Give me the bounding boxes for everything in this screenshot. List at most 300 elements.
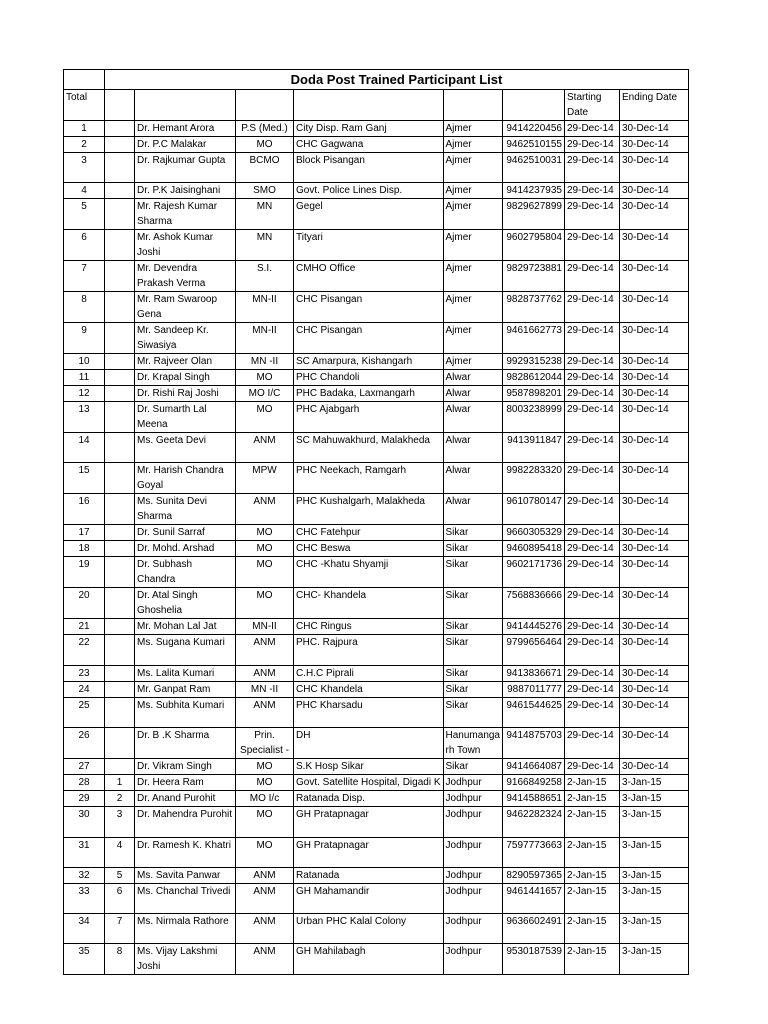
cell-end-date: 3-Jan-15 <box>620 838 689 868</box>
cell-place: CHC -Khatu Shyamji <box>294 557 444 588</box>
cell-designation: ANM <box>236 433 294 463</box>
cell-place: SC Mahuwakhurd, Malakheda <box>294 433 444 463</box>
cell-place: GH Mahamandir <box>294 884 444 914</box>
cell-phone: 9982283320 <box>503 463 565 494</box>
cell-sub <box>105 323 135 354</box>
cell-total: 15 <box>64 463 105 494</box>
cell-end-date: 30-Dec-14 <box>620 261 689 292</box>
cell-district: Jodhpur <box>443 775 502 791</box>
cell-sub <box>105 463 135 494</box>
cell-name: Ms. Sunita Devi Sharma <box>135 494 236 525</box>
cell-designation: ANM <box>236 666 294 682</box>
cell-name: Ms. Subhita Kumari <box>135 698 236 728</box>
cell-sub: 7 <box>105 914 135 944</box>
cell-designation: ANM <box>236 868 294 884</box>
table-row <box>64 494 689 525</box>
cell-name: Ms. Savita Panwar <box>135 868 236 884</box>
cell-end-date: 30-Dec-14 <box>620 199 689 230</box>
cell-end-date: 3-Jan-15 <box>620 944 689 975</box>
cell-end-date: 3-Jan-15 <box>620 868 689 884</box>
table-row <box>64 386 689 402</box>
cell-place: PHC Ajabgarh <box>294 402 444 433</box>
cell-phone: 9462510031 <box>503 153 565 183</box>
cell-designation: ANM <box>236 698 294 728</box>
table-row <box>64 402 689 433</box>
cell-place: Govt. Police Lines Disp. <box>294 183 444 199</box>
cell-name: Dr. Mohd. Arshad <box>135 541 236 557</box>
cell-start-date: 29-Dec-14 <box>565 261 620 292</box>
cell-designation: MN-II <box>236 619 294 635</box>
cell-end-date: 30-Dec-14 <box>620 402 689 433</box>
cell-total: 12 <box>64 386 105 402</box>
cell-end-date: 3-Jan-15 <box>620 884 689 914</box>
cell-start-date: 29-Dec-14 <box>565 588 620 619</box>
cell-phone: 9413836671 <box>503 666 565 682</box>
cell-start-date: 2-Jan-15 <box>565 884 620 914</box>
cell-phone: 9461441657 <box>503 884 565 914</box>
header-starting-date: Starting Date <box>565 90 620 121</box>
cell-sub: 4 <box>105 838 135 868</box>
cell-place: C.H.C Piprali <box>294 666 444 682</box>
cell-place: PHC Kharsadu <box>294 698 444 728</box>
cell-total: 5 <box>64 199 105 230</box>
cell-name: Ms. Vijay Lakshmi Joshi <box>135 944 236 975</box>
cell-place: Govt. Satellite Hospital, Digadi K <box>294 775 444 791</box>
cell-phone: 9829627899 <box>503 199 565 230</box>
cell-name: Dr. B .K Sharma <box>135 728 236 759</box>
cell-phone: 9460895418 <box>503 541 565 557</box>
cell-total: 18 <box>64 541 105 557</box>
cell-total: 26 <box>64 728 105 759</box>
cell-start-date: 2-Jan-15 <box>565 791 620 807</box>
cell-phone: 9660305329 <box>503 525 565 541</box>
cell-end-date: 30-Dec-14 <box>620 494 689 525</box>
cell-designation: ANM <box>236 944 294 975</box>
cell-start-date: 29-Dec-14 <box>565 494 620 525</box>
cell-name: Mr. Rajesh Kumar Sharma <box>135 199 236 230</box>
cell-district: Sikar <box>443 682 502 698</box>
cell-start-date: 2-Jan-15 <box>565 944 620 975</box>
cell-place: CMHO Office <box>294 261 444 292</box>
cell-district: Sikar <box>443 619 502 635</box>
cell-phone: 9414588651 <box>503 791 565 807</box>
cell-name: Mr. Ram Swaroop Gena <box>135 292 236 323</box>
cell-total: 4 <box>64 183 105 199</box>
cell-district: Ajmer <box>443 137 502 153</box>
cell-phone: 7597773663 <box>503 838 565 868</box>
cell-district: Sikar <box>443 698 502 728</box>
cell-end-date: 30-Dec-14 <box>620 433 689 463</box>
cell-end-date: 3-Jan-15 <box>620 791 689 807</box>
cell-end-date: 30-Dec-14 <box>620 728 689 759</box>
cell-designation: MO <box>236 370 294 386</box>
title-corner-cell <box>64 70 105 90</box>
cell-name: Ms. Lalita Kumari <box>135 666 236 682</box>
cell-designation: MO I/C <box>236 386 294 402</box>
cell-start-date: 29-Dec-14 <box>565 433 620 463</box>
cell-total: 27 <box>64 759 105 775</box>
table-row <box>64 868 689 884</box>
cell-phone: 9929315238 <box>503 354 565 370</box>
cell-end-date: 30-Dec-14 <box>620 121 689 137</box>
page-title: Doda Post Trained Participant List <box>105 70 689 90</box>
table-row <box>64 354 689 370</box>
cell-name: Ms. Nirmala Rathore <box>135 914 236 944</box>
cell-start-date: 29-Dec-14 <box>565 153 620 183</box>
cell-end-date: 30-Dec-14 <box>620 463 689 494</box>
cell-end-date: 3-Jan-15 <box>620 807 689 838</box>
cell-name: Mr. Mohan Lal Jat <box>135 619 236 635</box>
cell-place: S.K Hosp Sikar <box>294 759 444 775</box>
cell-designation: SMO <box>236 183 294 199</box>
table-row <box>64 261 689 292</box>
cell-designation: MN-II <box>236 323 294 354</box>
cell-district: Hanumanga rh Town <box>443 728 502 759</box>
cell-start-date: 29-Dec-14 <box>565 121 620 137</box>
table-row <box>64 153 689 183</box>
cell-start-date: 29-Dec-14 <box>565 402 620 433</box>
cell-place: CHC Fatehpur <box>294 525 444 541</box>
cell-district: Sikar <box>443 635 502 666</box>
cell-district: Alwar <box>443 494 502 525</box>
cell-district: Sikar <box>443 557 502 588</box>
header-name <box>135 90 236 121</box>
cell-total: 28 <box>64 775 105 791</box>
cell-designation: MO <box>236 838 294 868</box>
cell-start-date: 29-Dec-14 <box>565 137 620 153</box>
cell-designation: MN <box>236 230 294 261</box>
cell-district: Jodhpur <box>443 884 502 914</box>
cell-phone: 9828612044 <box>503 370 565 386</box>
cell-start-date: 2-Jan-15 <box>565 868 620 884</box>
cell-end-date: 30-Dec-14 <box>620 386 689 402</box>
cell-district: Ajmer <box>443 153 502 183</box>
cell-phone: 9887011777 <box>503 682 565 698</box>
cell-sub <box>105 230 135 261</box>
cell-total: 20 <box>64 588 105 619</box>
cell-phone: 9414237935 <box>503 183 565 199</box>
cell-district: Ajmer <box>443 183 502 199</box>
cell-sub <box>105 759 135 775</box>
table-row <box>64 541 689 557</box>
cell-name: Dr. Krapal Singh <box>135 370 236 386</box>
cell-name: Mr. Ashok Kumar Joshi <box>135 230 236 261</box>
cell-name: Mr. Rajveer Olan <box>135 354 236 370</box>
cell-total: 17 <box>64 525 105 541</box>
cell-name: Dr. Rishi Raj Joshi <box>135 386 236 402</box>
table-row <box>64 759 689 775</box>
cell-total: 13 <box>64 402 105 433</box>
header-place <box>294 90 444 121</box>
cell-place: CHC Pisangan <box>294 292 444 323</box>
cell-sub <box>105 121 135 137</box>
cell-phone: 9461544625 <box>503 698 565 728</box>
cell-phone: 9530187539 <box>503 944 565 975</box>
cell-place: GH Pratapnagar <box>294 838 444 868</box>
cell-sub: 8 <box>105 944 135 975</box>
cell-phone: 9462282324 <box>503 807 565 838</box>
cell-name: Mr. Ganpat Ram <box>135 682 236 698</box>
cell-phone: 9602171736 <box>503 557 565 588</box>
cell-designation: MO <box>236 525 294 541</box>
cell-district: Sikar <box>443 525 502 541</box>
table-row <box>64 775 689 791</box>
cell-designation: MPW <box>236 463 294 494</box>
cell-end-date: 30-Dec-14 <box>620 635 689 666</box>
cell-sub <box>105 588 135 619</box>
cell-place: Block Pisangan <box>294 153 444 183</box>
cell-phone: 8290597365 <box>503 868 565 884</box>
cell-start-date: 29-Dec-14 <box>565 463 620 494</box>
cell-total: 32 <box>64 868 105 884</box>
cell-phone: 9166849258 <box>503 775 565 791</box>
cell-designation: MO I/c <box>236 791 294 807</box>
cell-place: Urban PHC Kalal Colony <box>294 914 444 944</box>
cell-start-date: 29-Dec-14 <box>565 199 620 230</box>
table-row <box>64 433 689 463</box>
table-row <box>64 292 689 323</box>
cell-sub <box>105 183 135 199</box>
cell-designation: S.I. <box>236 261 294 292</box>
cell-sub: 3 <box>105 807 135 838</box>
cell-name: Ms. Sugana Kumari <box>135 635 236 666</box>
cell-end-date: 30-Dec-14 <box>620 698 689 728</box>
table-row <box>64 557 689 588</box>
cell-end-date: 30-Dec-14 <box>620 525 689 541</box>
cell-place: Tityari <box>294 230 444 261</box>
cell-sub <box>105 402 135 433</box>
cell-sub <box>105 199 135 230</box>
cell-total: 33 <box>64 884 105 914</box>
cell-start-date: 2-Jan-15 <box>565 914 620 944</box>
cell-sub <box>105 728 135 759</box>
cell-name: Dr. Anand Purohit <box>135 791 236 807</box>
cell-district: Jodhpur <box>443 944 502 975</box>
cell-name: Dr. Sumarth Lal Meena <box>135 402 236 433</box>
cell-start-date: 29-Dec-14 <box>565 728 620 759</box>
cell-total: 3 <box>64 153 105 183</box>
cell-end-date: 3-Jan-15 <box>620 775 689 791</box>
participant-table <box>63 69 689 975</box>
cell-total: 30 <box>64 807 105 838</box>
cell-sub <box>105 494 135 525</box>
cell-total: 9 <box>64 323 105 354</box>
cell-designation: MO <box>236 137 294 153</box>
cell-sub <box>105 354 135 370</box>
cell-district: Alwar <box>443 463 502 494</box>
cell-total: 29 <box>64 791 105 807</box>
cell-name: Ms. Chanchal Trivedi <box>135 884 236 914</box>
cell-start-date: 29-Dec-14 <box>565 541 620 557</box>
cell-end-date: 30-Dec-14 <box>620 153 689 183</box>
cell-start-date: 29-Dec-14 <box>565 292 620 323</box>
cell-name: Dr. P.C Malakar <box>135 137 236 153</box>
cell-end-date: 30-Dec-14 <box>620 370 689 386</box>
cell-designation: ANM <box>236 635 294 666</box>
cell-designation: MO <box>236 759 294 775</box>
cell-name: Dr. Atal Singh Ghoshelia <box>135 588 236 619</box>
cell-start-date: 29-Dec-14 <box>565 230 620 261</box>
cell-start-date: 29-Dec-14 <box>565 619 620 635</box>
cell-district: Jodhpur <box>443 807 502 838</box>
table-row <box>64 944 689 975</box>
cell-place: CHC Beswa <box>294 541 444 557</box>
cell-start-date: 2-Jan-15 <box>565 838 620 868</box>
cell-district: Sikar <box>443 588 502 619</box>
cell-name: Dr. Hemant Arora <box>135 121 236 137</box>
table-row <box>64 588 689 619</box>
cell-start-date: 2-Jan-15 <box>565 775 620 791</box>
cell-total: 21 <box>64 619 105 635</box>
cell-phone: 8003238999 <box>503 402 565 433</box>
cell-start-date: 29-Dec-14 <box>565 525 620 541</box>
cell-start-date: 29-Dec-14 <box>565 557 620 588</box>
table-row <box>64 791 689 807</box>
cell-phone: 7568836666 <box>503 588 565 619</box>
cell-total: 10 <box>64 354 105 370</box>
cell-sub: 2 <box>105 791 135 807</box>
cell-total: 23 <box>64 666 105 682</box>
table-row <box>64 323 689 354</box>
cell-phone: 9610780147 <box>503 494 565 525</box>
header-phone <box>503 90 565 121</box>
cell-phone: 9414875703 <box>503 728 565 759</box>
cell-total: 11 <box>64 370 105 386</box>
cell-total: 6 <box>64 230 105 261</box>
cell-name: Dr. Mahendra Purohit <box>135 807 236 838</box>
table-row <box>64 682 689 698</box>
cell-district: Ajmer <box>443 292 502 323</box>
cell-district: Alwar <box>443 386 502 402</box>
cell-place: PHC Badaka, Laxmangarh <box>294 386 444 402</box>
cell-place: CHC Gagwana <box>294 137 444 153</box>
cell-place: CHC Khandela <box>294 682 444 698</box>
cell-name: Dr. P.K Jaisinghani <box>135 183 236 199</box>
cell-start-date: 29-Dec-14 <box>565 759 620 775</box>
cell-phone: 9461662773 <box>503 323 565 354</box>
table-row <box>64 807 689 838</box>
cell-place: GH Mahilabagh <box>294 944 444 975</box>
cell-district: Jodhpur <box>443 838 502 868</box>
cell-sub <box>105 698 135 728</box>
cell-start-date: 29-Dec-14 <box>565 183 620 199</box>
table-row <box>64 666 689 682</box>
cell-place: Gegel <box>294 199 444 230</box>
cell-designation: MN -II <box>236 354 294 370</box>
cell-district: Ajmer <box>443 323 502 354</box>
header-district <box>443 90 502 121</box>
cell-start-date: 29-Dec-14 <box>565 682 620 698</box>
cell-place: PHC Neekach, Ramgarh <box>294 463 444 494</box>
cell-sub <box>105 370 135 386</box>
cell-sub: 6 <box>105 884 135 914</box>
cell-start-date: 29-Dec-14 <box>565 323 620 354</box>
cell-place: Ratanada Disp. <box>294 791 444 807</box>
table-row <box>64 121 689 137</box>
cell-total: 7 <box>64 261 105 292</box>
cell-start-date: 29-Dec-14 <box>565 386 620 402</box>
cell-total: 31 <box>64 838 105 868</box>
cell-name: Dr. Subhash Chandra <box>135 557 236 588</box>
cell-place: PHC. Rajpura <box>294 635 444 666</box>
cell-total: 16 <box>64 494 105 525</box>
header-designation <box>236 90 294 121</box>
cell-phone: 9414445276 <box>503 619 565 635</box>
cell-district: Ajmer <box>443 199 502 230</box>
cell-end-date: 3-Jan-15 <box>620 914 689 944</box>
cell-sub <box>105 292 135 323</box>
cell-total: 25 <box>64 698 105 728</box>
table-row <box>64 183 689 199</box>
cell-place: SC Amarpura, Kishangarh <box>294 354 444 370</box>
cell-start-date: 29-Dec-14 <box>565 666 620 682</box>
cell-name: Dr. Vikram Singh <box>135 759 236 775</box>
cell-phone: 9587898201 <box>503 386 565 402</box>
table-row <box>64 914 689 944</box>
cell-end-date: 30-Dec-14 <box>620 619 689 635</box>
cell-designation: ANM <box>236 914 294 944</box>
cell-place: Ratanada <box>294 868 444 884</box>
cell-designation: MN-II <box>236 292 294 323</box>
cell-district: Ajmer <box>443 121 502 137</box>
cell-district: Jodhpur <box>443 914 502 944</box>
cell-district: Sikar <box>443 759 502 775</box>
table-row <box>64 137 689 153</box>
cell-designation: Prin. Specialist - <box>236 728 294 759</box>
cell-phone: 9829723881 <box>503 261 565 292</box>
table-row <box>64 884 689 914</box>
cell-end-date: 30-Dec-14 <box>620 541 689 557</box>
cell-total: 14 <box>64 433 105 463</box>
cell-total: 2 <box>64 137 105 153</box>
cell-sub: 1 <box>105 775 135 791</box>
cell-total: 1 <box>64 121 105 137</box>
cell-end-date: 30-Dec-14 <box>620 183 689 199</box>
cell-sub <box>105 153 135 183</box>
cell-end-date: 30-Dec-14 <box>620 759 689 775</box>
cell-total: 34 <box>64 914 105 944</box>
cell-phone: 9413911847 <box>503 433 565 463</box>
cell-place: CHC Ringus <box>294 619 444 635</box>
table-row <box>64 199 689 230</box>
cell-end-date: 30-Dec-14 <box>620 682 689 698</box>
cell-sub <box>105 682 135 698</box>
cell-place: DH <box>294 728 444 759</box>
cell-district: Sikar <box>443 666 502 682</box>
cell-place: GH Pratapnagar <box>294 807 444 838</box>
cell-start-date: 2-Jan-15 <box>565 807 620 838</box>
cell-phone: 9414220456 <box>503 121 565 137</box>
cell-designation: BCMO <box>236 153 294 183</box>
cell-sub <box>105 261 135 292</box>
header-sub <box>105 90 135 121</box>
cell-name: Dr. Rajkumar Gupta <box>135 153 236 183</box>
cell-district: Jodhpur <box>443 791 502 807</box>
cell-district: Ajmer <box>443 354 502 370</box>
cell-end-date: 30-Dec-14 <box>620 230 689 261</box>
cell-sub <box>105 525 135 541</box>
table-row <box>64 370 689 386</box>
cell-sub <box>105 619 135 635</box>
cell-total: 8 <box>64 292 105 323</box>
cell-sub <box>105 433 135 463</box>
cell-sub <box>105 635 135 666</box>
cell-total: 22 <box>64 635 105 666</box>
table-row <box>64 728 689 759</box>
cell-place: PHC Kushalgarh, Malakheda <box>294 494 444 525</box>
cell-district: Alwar <box>443 370 502 386</box>
table-row <box>64 463 689 494</box>
